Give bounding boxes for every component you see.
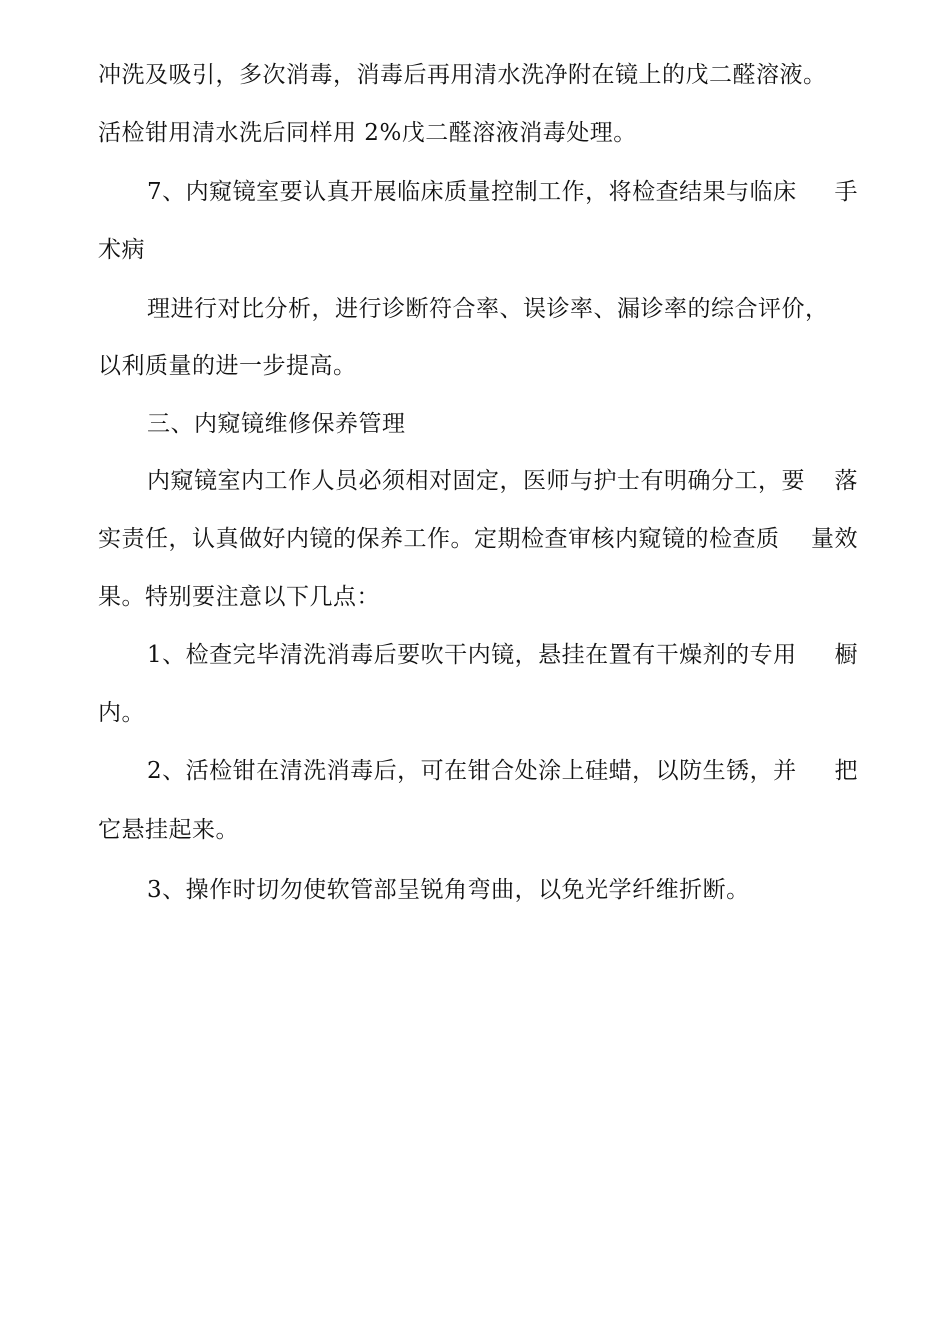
heading-text: 三、内窥镜维修保养管理 (147, 411, 406, 437)
line-text: 7、内窥镜室要认真开展临床质量控制工作，将检查结果与临床 (147, 179, 797, 205)
line-text-tail: 橱 (834, 642, 858, 668)
line-text-tail: 落 (834, 468, 858, 494)
line-text: 实责任，认真做好内镜的保养工作。定期检查审核内窥镜的检查质 (98, 526, 780, 552)
line-text: 2、活检钳在清洗消毒后，可在钳合处涂上硅蜡，以防生锈，并 (147, 758, 797, 784)
text-line (147, 294, 858, 324)
section-heading (147, 409, 858, 439)
text-line (98, 60, 858, 90)
line-text-tail: 手 (834, 179, 858, 205)
line-text: 以利质量的进一步提高。 (98, 353, 357, 379)
text-line (98, 351, 858, 381)
text-line (98, 118, 858, 148)
item-2-line (147, 756, 858, 786)
line-text: 内窥镜室内工作人员必须相对固定，医师与护士有明确分工，要 (147, 468, 805, 494)
line-text: 1、检查完毕清洗消毒后要吹干内镜，悬挂在置有干燥剂的专用 (147, 642, 797, 668)
line-text: 3、操作时切勿使软管部呈锐角弯曲，以免光学纤维折断。 (147, 877, 750, 903)
text-line (98, 582, 858, 612)
line-text: 冲洗及吸引，多次消毒，消毒后再用清水洗净附在镜上的戊二醛溶液。 (98, 62, 827, 88)
item-3-line (147, 875, 858, 905)
text-line (98, 524, 858, 554)
line-text-tail: 量效 (811, 526, 858, 552)
text-line (98, 698, 858, 728)
line-text: 理进行对比分析，进行诊断符合率、误诊率、漏诊率的综合评价， (147, 296, 829, 322)
text-line (98, 815, 858, 845)
line-text: 活检钳用清水洗后同样用 2%戊二醛溶液消毒处理。 (98, 120, 637, 146)
line-text: 果。特别要注意以下几点： (98, 584, 380, 610)
line-text: 它悬挂起来。 (98, 817, 239, 843)
item-1-line (147, 640, 858, 670)
line-text: 术病 (98, 237, 145, 263)
text-line (98, 235, 858, 265)
line-text-tail: 把 (834, 758, 858, 784)
line-text: 内。 (98, 700, 145, 726)
item-7-line (147, 177, 858, 207)
text-line (147, 466, 858, 496)
